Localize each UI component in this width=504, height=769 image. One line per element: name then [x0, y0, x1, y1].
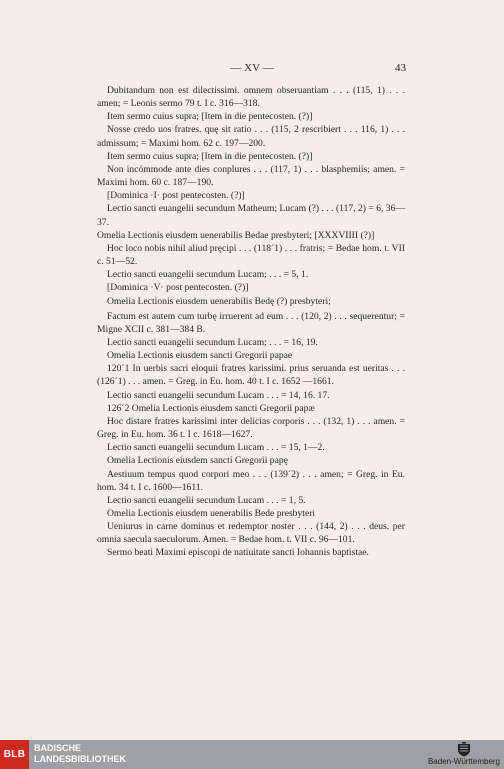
paragraph: Dubitandum non est dilectissimi. omnem obseruantiam . . . (115, 1) . . . amen; = Leonis sermo 79 t. I c. 316—318.: [97, 85, 405, 110]
state-label: Baden-Württemberg: [427, 757, 500, 766]
library-footer: [0, 740, 504, 769]
paragraph: Omelia Lectionis eiusdem uenerabilis Bedę (?) presbyteri;: [107, 295, 331, 307]
paragraph: Omelia Lectionis eiusdem uenerabilis Bede presbyteri: [107, 508, 316, 519]
paragraph: 126´2 Omelia Lectionis eiusdem sancti Gregorii papæ: [107, 402, 315, 414]
paragraph: Aestiuum tempus quod corpori meo . . . (139´2) . . . amen; = Greg. in Eu. hom. 34 t. I c. 1600—1611.: [97, 468, 405, 493]
paragraph: Item sermo cuius supra; [Item in die pentecosten. (?)]: [107, 150, 313, 162]
paragraph: [Dominica ·V· post pentecosten. (?)]: [107, 282, 249, 294]
paragraph: Factum est autem cum turbę irruerent ad eum . . . (120, 2) . . . sequerentur; = Migne XCII c. 381—384 B.: [97, 310, 405, 335]
paragraph: Lectio sancti euangelii secundum Lucam . . . = 15, 1—2.: [107, 442, 325, 454]
paragraph: Non incómmode ante dies conplures . . . (117, 1) . . . blasphemiis; amen. = Maximi hom. 60 c. 187—190.: [97, 163, 405, 189]
paragraph: Ueniurus in carne dominus et redemptor noster . . . (144, 2) . . . deus. per omnia saecula saeculorum. Amen. = Bedae hom. t. VII c. 96—101.: [97, 521, 405, 546]
paragraph: Omelia Lectionis eiusdem sancti Gregorii papae: [107, 350, 293, 362]
blb-logo[interactable]: BLB: [0, 740, 29, 769]
paragraph: Lectio sancti euangelii secundum Lucam . . . = 14, 16. 17.: [107, 389, 330, 401]
paragraph: Omelia Lectionis eiusdem uenerabilis Bedae presbyteri; [XXXVIIII (?)]: [97, 229, 375, 241]
paragraph: Hoc distare fratres karissimi inter delicias corporis . . . (132, 1) . . . amen. = Greg. in Eu. hom. 36 t. I c. 1618—1627.: [97, 415, 405, 441]
library-name: [34, 743, 126, 765]
paragraph: Lectio sancti euangelii secundum Lucam; . . . = 5, 1.: [107, 269, 309, 281]
paragraph: Omelia Lectionis eiusdem sancti Gregorii papę: [107, 455, 288, 467]
paragraph: [Dominica ·I· post pentecosten. (?)]: [107, 190, 245, 202]
paragraph: Nosse credo uos fratres. quę sit ratio . . . (115, 2 rescribiert . . . 116, 1) . . . admissum; = Maximi hom. 62 c. 197—200.: [97, 124, 405, 149]
paragraph: Sermo beati Maximi episcopi de natiuitate sancti Iohannis baptistae.: [107, 547, 369, 559]
paragraph: Lectio sancti euangelii secundum Lucam . . . = 1, 5.: [107, 494, 306, 506]
library-name-line1: BADISCHE: [34, 743, 82, 753]
section-marker: — XV —: [230, 62, 274, 74]
baden-wuerttemberg-crest-icon: [457, 742, 471, 757]
library-name-line2: LANDESBIBLIOTHEK: [34, 754, 126, 764]
paragraph: Hoc loco nobis nihil aliud pręcipi . . . (118´1) . . . fratris; = Bedae hom. t. VII c. 51—52.: [97, 242, 405, 268]
page-number: 43: [395, 62, 406, 74]
paragraph: Lectio sancti euangelii secundum Lucam; . . . = 16, 19.: [107, 336, 318, 348]
paragraph: 120´1 In uerbis sacri eloquii fratres karissimi. prius seruanda est ueritas . . . (126´1) . . . amen. = Greg. in Eu. hom. 40 t. I c. 1652 —1661.: [97, 363, 405, 388]
paragraph: Lectio sancti euangelii secundum Matheum; Lucam (?) . . . (117, 2) = 6, 36—37.: [97, 203, 405, 228]
paragraph: Item sermo cuius supra; [Item in die pentecosten. (?)]: [107, 111, 313, 123]
running-header: [0, 62, 504, 78]
text-body: [97, 84, 405, 560]
